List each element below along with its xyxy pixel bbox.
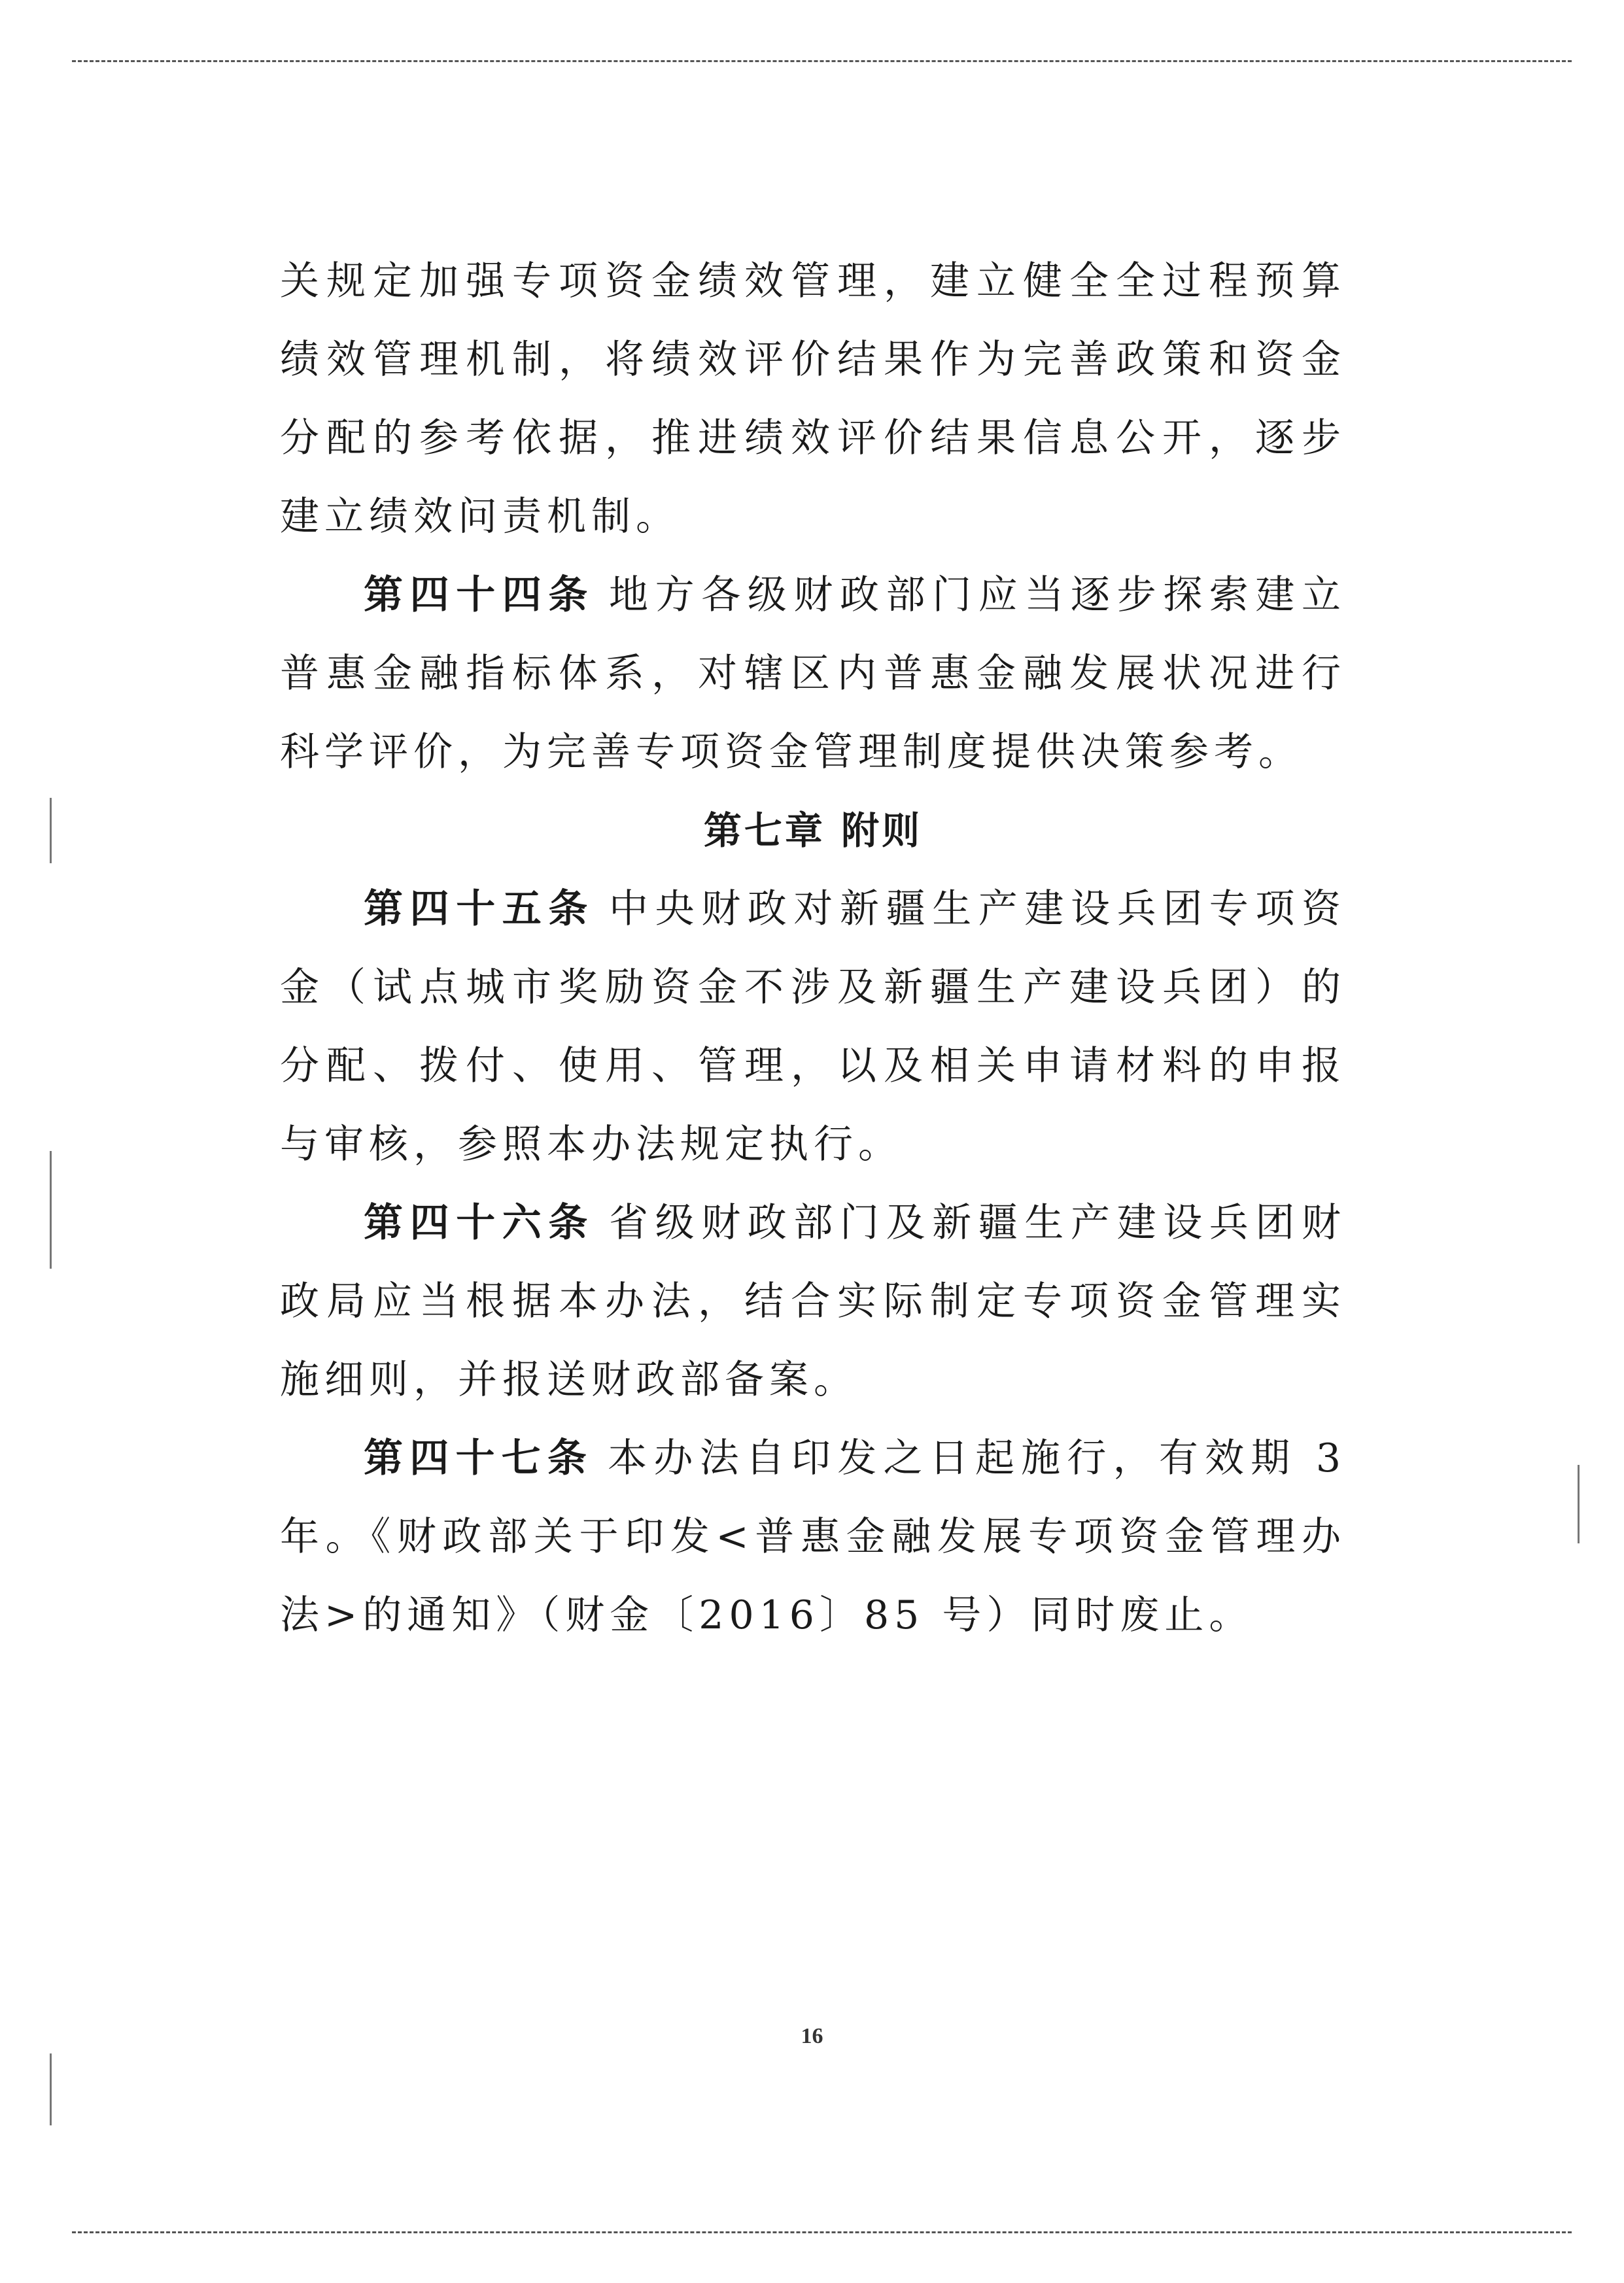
article-46 [280,1184,1346,1419]
article-47-number: 第四十七条 [364,1435,594,1481]
scan-left-edge-mark [50,1151,52,1269]
article-44-number: 第四十四条 [364,572,595,618]
scan-bottom-border-line [72,2231,1572,2233]
scan-left-edge-mark [50,798,52,863]
article-46-number: 第四十六条 [364,1200,595,1246]
scan-right-edge-mark [1578,1465,1580,1543]
article-44-text: 地方各级财政部门应当逐步探索建立普惠金融指标体系，对辖区内普惠金融发展状况进行科学评价，为完善专项资金管理制度提供决策参考。 [280,572,1346,775]
document-body [280,242,1346,1655]
article-47 [280,1419,1346,1655]
page-number: 16 [801,2024,823,2048]
article-45 [280,870,1346,1184]
article-47-text: 本办法自印发之日起施行，有效期 3 年。《财政部关于印发<普惠金融发展专项资金管理办法>的通知》（财金〔2016〕85 号）同时废止。 [280,1435,1347,1638]
article-44 [280,556,1346,791]
article-46-text: 省级财政部门及新疆生产建设兵团财政局应当根据本办法，结合实际制定专项资金管理实施细则，并报送财政部备案。 [280,1200,1346,1403]
chapter-heading: 第七章 附则 [703,808,923,853]
article-45-text: 中央财政对新疆生产建设兵团专项资金（试点城市奖励资金不涉及新疆生产建设兵团）的分配、拨付、使用、管理，以及相关申请材料的申报与审核，参照本办法规定执行。 [280,886,1346,1167]
intro-paragraph: 关规定加强专项资金绩效管理，建立健全全过程预算绩效管理机制，将绩效评价结果作为完善政策和资金分配的参考依据，推进绩效评价结果信息公开，逐步建立绩效问责机制。 [280,258,1346,540]
scan-top-border-line [72,60,1572,62]
scan-left-edge-mark [50,2053,52,2125]
article-45-number: 第四十五条 [364,886,595,932]
